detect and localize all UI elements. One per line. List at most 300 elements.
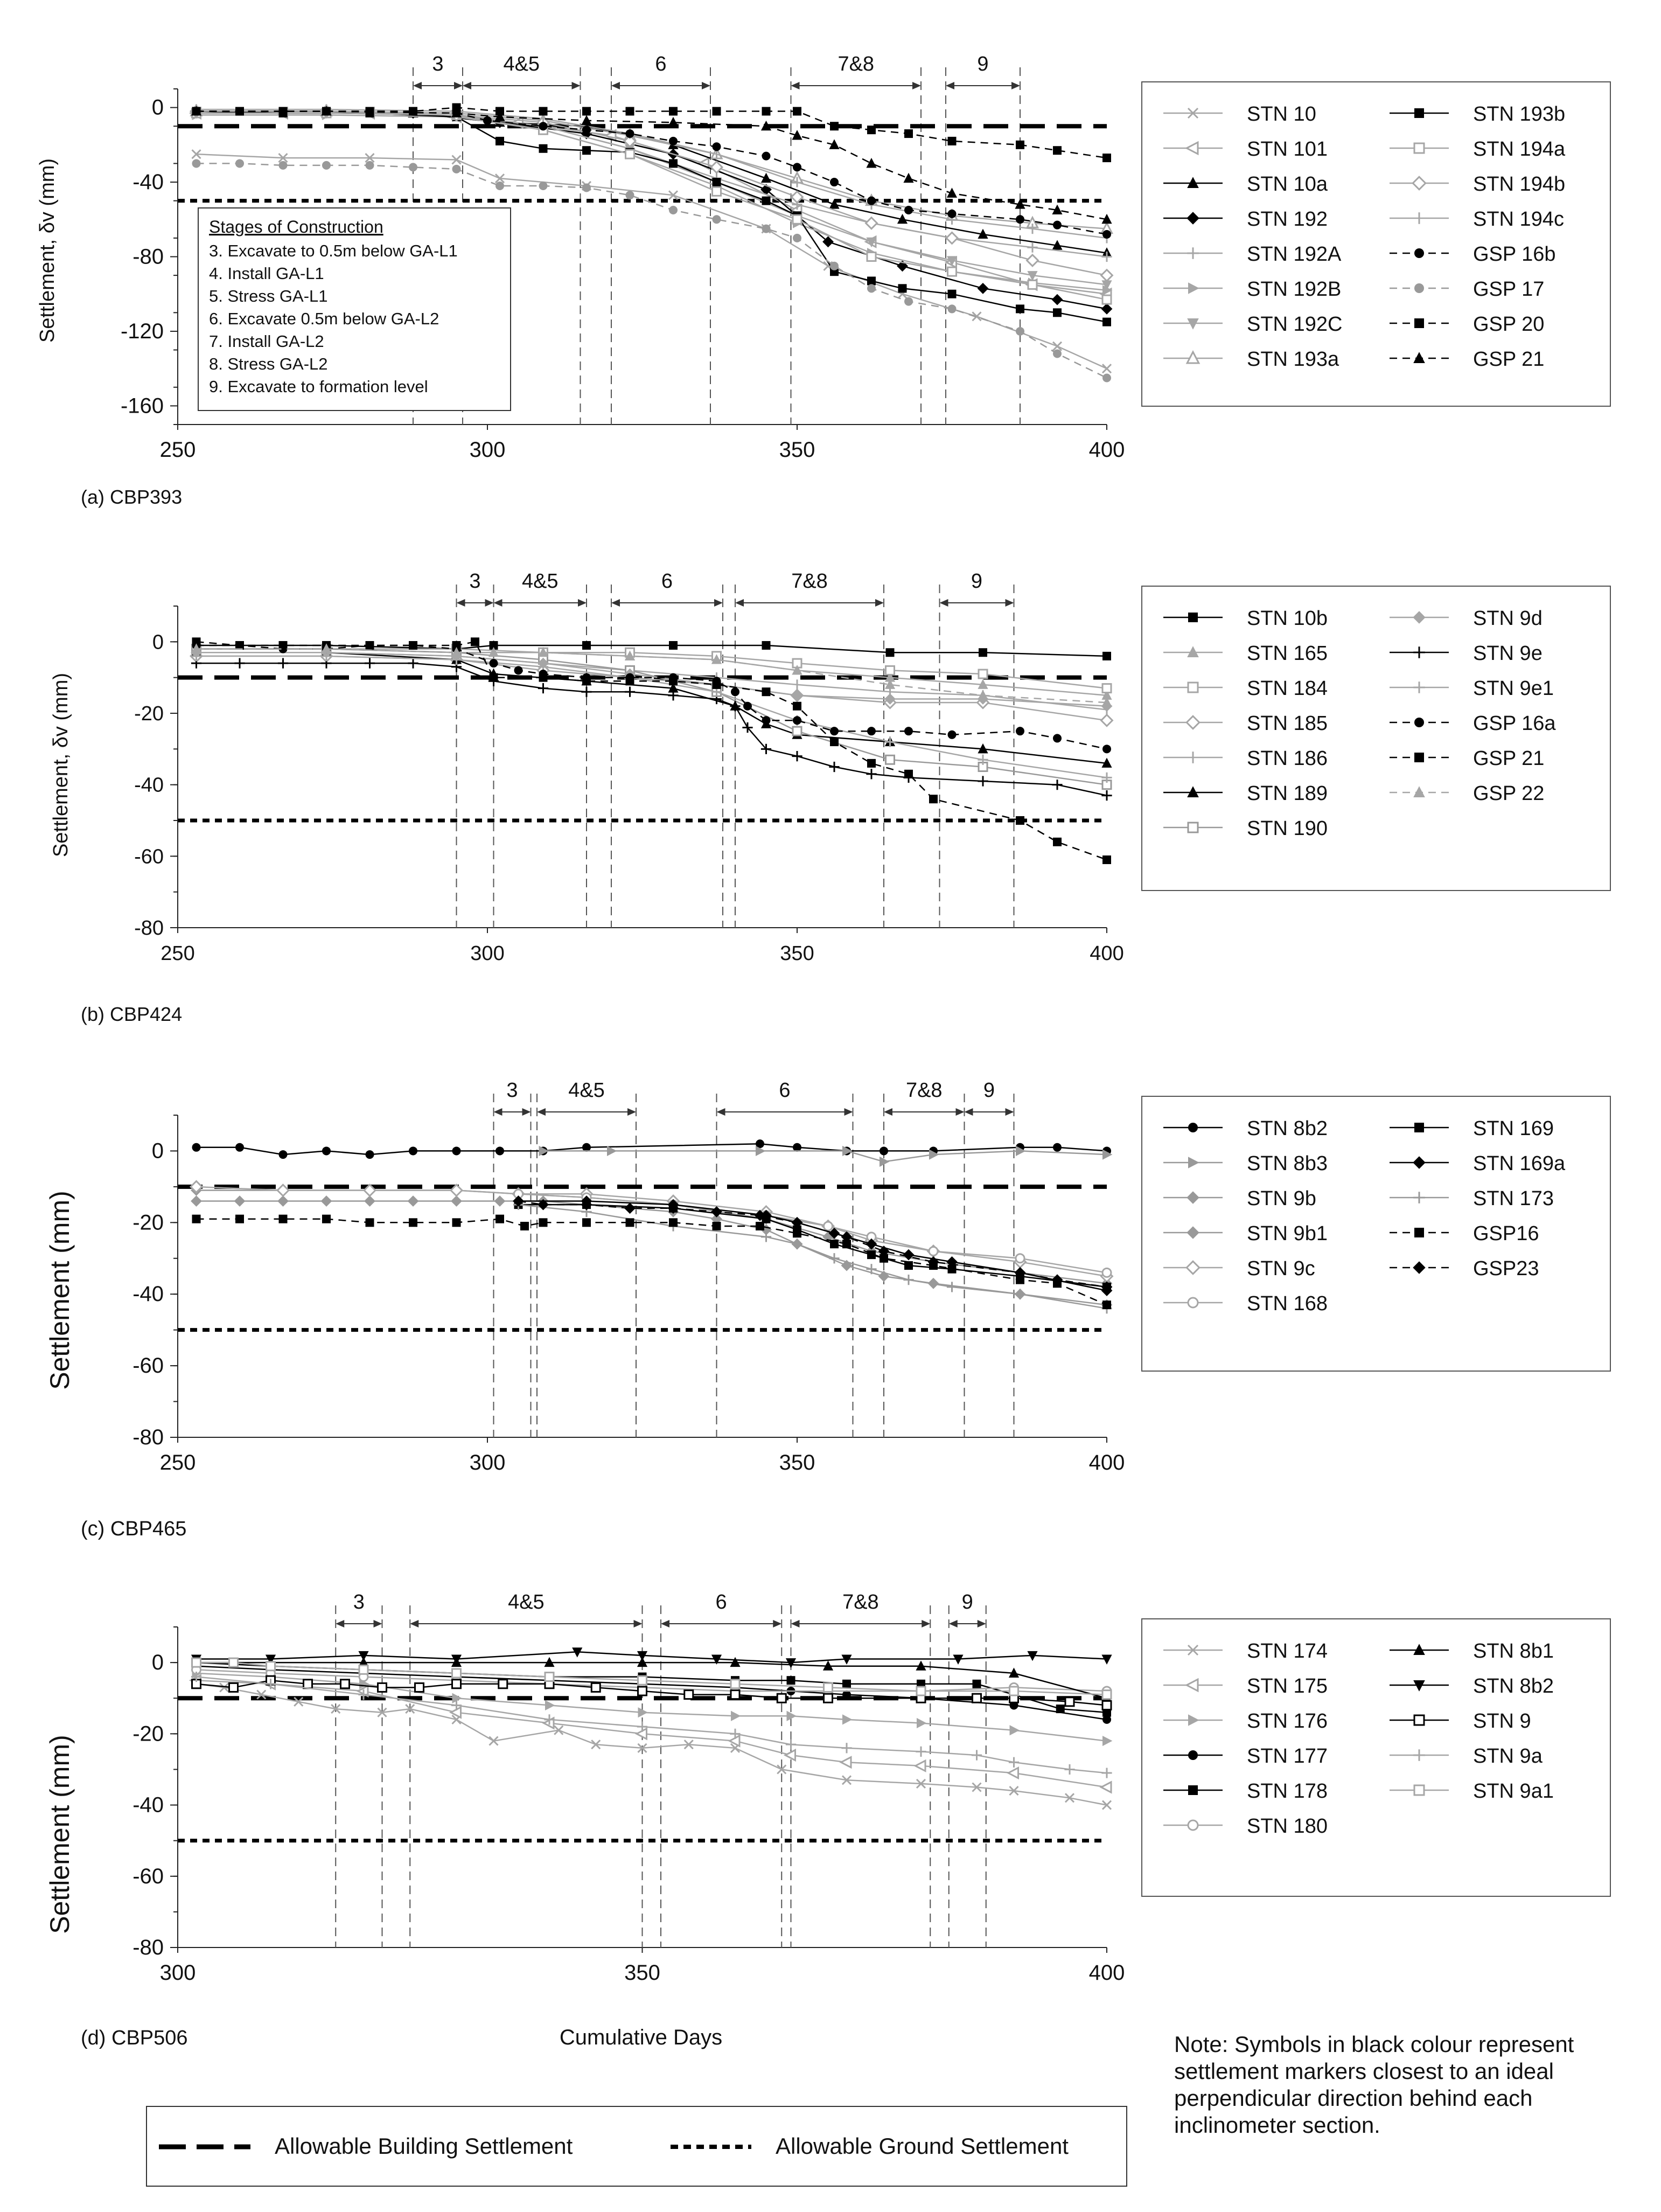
data-point [235, 1143, 244, 1152]
stage-arrowhead [714, 599, 723, 607]
legend-entry: STN 177 [1247, 1745, 1328, 1768]
legend-entry: STN 185 [1247, 712, 1328, 735]
data-point [192, 1215, 201, 1223]
series-line [197, 656, 1107, 720]
legend-marker [1414, 1123, 1424, 1132]
data-point [867, 253, 876, 261]
data-point [1101, 1768, 1112, 1778]
panel-d-xlabel: Cumulative Days [559, 2026, 723, 2049]
data-point [947, 1282, 957, 1292]
legend-entry: STN 10a [1247, 173, 1328, 196]
y-tick-label: -20 [132, 1211, 164, 1235]
panel-b-plot [134, 570, 1124, 965]
legend-entry: STN 9b1 [1247, 1222, 1328, 1245]
data-point [762, 716, 771, 725]
data-point [917, 1718, 926, 1728]
stage-arrowhead [1011, 82, 1020, 89]
series-group [192, 1215, 1112, 1309]
legend-entry: STN 194c [1473, 208, 1564, 231]
data-point [322, 1146, 331, 1155]
data-point [830, 262, 839, 270]
data-point [762, 197, 771, 205]
legend-entry: STN 184 [1247, 677, 1328, 700]
x-tick-label: 250 [159, 438, 196, 462]
stage-label: 3 [469, 570, 481, 593]
data-point [1102, 684, 1111, 693]
data-point [581, 687, 591, 697]
legend-marker [1414, 283, 1424, 293]
series-group [192, 1662, 1112, 1724]
legend-entry: STN 192B [1247, 278, 1342, 301]
stage-label: 9 [983, 1079, 995, 1102]
data-point [824, 1222, 833, 1230]
series-line [197, 642, 1107, 860]
data-point [669, 641, 678, 650]
stage-arrowhead [773, 1620, 781, 1627]
stage-label: 7&8 [905, 1079, 943, 1102]
stage-arrowhead [611, 599, 620, 607]
data-point [1101, 790, 1112, 801]
panel-c-ylabel: Settlement (mm) [45, 1191, 75, 1390]
data-point [793, 163, 801, 171]
legend-entry: STN 165 [1247, 642, 1328, 665]
data-point [1016, 215, 1024, 224]
data-point [538, 683, 548, 693]
data-point [793, 727, 801, 735]
stage-arrowhead [537, 1108, 546, 1116]
data-point [792, 1239, 802, 1249]
legend-marker [1414, 1228, 1424, 1237]
data-point [904, 770, 913, 778]
data-point [234, 1195, 246, 1207]
data-point [1010, 1687, 1018, 1695]
data-point [731, 1691, 739, 1699]
data-point [946, 232, 958, 244]
data-point [229, 1658, 238, 1667]
legend-entry: STN 8b2 [1473, 1675, 1554, 1698]
stage-arrowhead [457, 599, 465, 607]
legend-entry: STN 194a [1473, 138, 1566, 161]
stage-arrowhead [965, 1108, 973, 1116]
data-point [539, 673, 548, 682]
data-point [731, 1680, 739, 1688]
panel-b-label: (b) CBP424 [81, 1003, 183, 1025]
data-point [364, 1195, 375, 1207]
data-point [490, 673, 498, 682]
stage-label: 4&5 [503, 53, 540, 75]
data-point [539, 144, 548, 153]
data-point [490, 659, 498, 667]
stage-label: 4&5 [508, 1591, 545, 1613]
data-point [1101, 270, 1113, 281]
data-point [452, 1669, 461, 1678]
series-line [197, 656, 1107, 778]
data-point [1016, 141, 1024, 149]
data-point [978, 283, 989, 294]
data-point [886, 648, 895, 657]
legend-entry: STN 173 [1473, 1187, 1554, 1210]
series-line [197, 1187, 1107, 1276]
data-point [1028, 280, 1037, 289]
data-point [582, 183, 591, 192]
stage-label: 4&5 [521, 570, 559, 593]
data-point [842, 1714, 852, 1724]
data-point [762, 641, 771, 650]
x-tick-label: 300 [470, 942, 505, 965]
data-point [713, 107, 721, 116]
stage-arrowhead [956, 1108, 965, 1116]
data-point [638, 1687, 647, 1695]
stage-arrowhead [661, 1620, 669, 1627]
data-point [638, 1707, 648, 1717]
data-point [916, 1747, 926, 1757]
stage-arrowhead [494, 599, 503, 607]
data-point [880, 1157, 889, 1167]
stage-arrowhead [791, 82, 800, 89]
data-point [1102, 373, 1111, 382]
data-point [514, 666, 523, 674]
legend-entry: STN 189 [1247, 782, 1328, 805]
data-point [880, 1146, 888, 1155]
data-point [1102, 745, 1111, 753]
data-point [1065, 1698, 1074, 1706]
data-point [494, 1195, 506, 1207]
data-point [841, 1743, 852, 1753]
data-point [378, 1683, 387, 1692]
y-tick-label: 0 [151, 1139, 164, 1163]
stage-item: 4. Install GA-L1 [209, 264, 324, 283]
data-point [495, 1146, 504, 1155]
data-point [787, 1676, 795, 1685]
stage-arrowhead [717, 1108, 725, 1116]
stage-arrowhead [410, 1620, 418, 1627]
data-point [731, 687, 739, 696]
x-tick-label: 300 [159, 1961, 196, 1985]
data-point [520, 1222, 529, 1230]
data-point [929, 1247, 938, 1255]
data-point [948, 137, 957, 145]
panel-d-plot [132, 1591, 1125, 1985]
series-line [197, 652, 1107, 763]
data-point [1102, 1691, 1111, 1699]
data-point [1102, 295, 1111, 304]
legend-marker [1188, 1785, 1198, 1795]
data-point [793, 215, 801, 224]
data-point [1009, 1757, 1019, 1768]
legend-entry: STN 178 [1247, 1780, 1328, 1803]
stage-item: 9. Excavate to formation level [209, 377, 428, 396]
legend-entry: STN 9d [1473, 607, 1543, 630]
data-point [366, 161, 374, 170]
data-point [1102, 652, 1111, 660]
data-point [626, 1218, 634, 1227]
panel-a-ylabel: Settlement, δv (mm) [36, 158, 59, 343]
data-point [948, 731, 957, 739]
stage-label: 7&8 [842, 1591, 879, 1613]
series-line [197, 645, 1107, 656]
series-group [191, 1195, 1112, 1310]
stage-arrowhead [978, 1620, 986, 1627]
data-point [713, 1222, 721, 1230]
data-point [582, 641, 591, 650]
legend-entry: STN 9a [1473, 1745, 1543, 1768]
legend-entry: STN 10 [1247, 103, 1316, 126]
y-tick-label: -40 [134, 774, 164, 797]
legend-entry: STN 193b [1473, 103, 1566, 126]
y-tick-label: -60 [132, 1354, 164, 1378]
data-point [625, 687, 635, 697]
data-point [409, 107, 417, 116]
data-point [711, 1206, 722, 1218]
data-point [972, 1750, 982, 1760]
building-legend-label: Allowable Building Settlement [275, 2133, 573, 2159]
data-point [638, 1676, 647, 1685]
legend-marker [1414, 1715, 1424, 1725]
data-point [278, 658, 288, 669]
stage-arrowhead [735, 599, 744, 607]
data-point [669, 206, 678, 214]
data-point [1101, 715, 1113, 726]
data-point [842, 1680, 851, 1688]
legend-entry: STN 8b2 [1247, 1117, 1328, 1140]
data-point [366, 641, 374, 650]
legend-entry: STN 192C [1247, 313, 1343, 336]
data-point [916, 1761, 925, 1771]
data-point [731, 1711, 741, 1721]
stage-label: 6 [715, 1591, 727, 1613]
x-tick-label: 300 [469, 438, 506, 462]
data-point [948, 290, 957, 298]
data-point [1102, 1701, 1111, 1709]
legend-entry: GSP 17 [1473, 278, 1545, 301]
data-point [229, 1683, 238, 1692]
data-point [539, 1218, 548, 1227]
data-point [1102, 1268, 1111, 1277]
legend-entry: STN 175 [1247, 1675, 1328, 1698]
panel-b-legend-box [1142, 586, 1610, 891]
x-tick-label: 250 [160, 942, 195, 965]
data-point [973, 1680, 981, 1688]
stage-label: 6 [661, 570, 673, 593]
data-point [903, 1275, 913, 1285]
stage-label: 6 [779, 1079, 791, 1102]
data-point [409, 1218, 417, 1227]
panel-c-label: (c) CBP465 [81, 1518, 187, 1540]
data-point [1016, 816, 1024, 825]
data-point [582, 146, 591, 155]
stage-arrowhead [611, 82, 620, 89]
legend-entry: STN 190 [1247, 817, 1328, 840]
data-point [415, 1683, 424, 1692]
data-point [1053, 1143, 1062, 1152]
y-tick-label: 0 [151, 95, 164, 120]
data-point [539, 182, 548, 190]
stage-arrowhead [454, 82, 463, 89]
data-point [279, 1215, 288, 1223]
data-point [979, 648, 987, 657]
legend-entry: GSP 21 [1473, 747, 1545, 770]
stage-arrowhead [413, 82, 422, 89]
legend-entry: STN 169a [1473, 1152, 1566, 1175]
y-tick-label: -80 [132, 1936, 164, 1959]
data-point [1101, 303, 1113, 315]
series-group [192, 645, 1112, 789]
legend-entry: GSP 16a [1473, 712, 1556, 735]
data-point [917, 1687, 925, 1695]
stage-arrowhead [845, 1108, 853, 1116]
data-point [192, 1658, 201, 1667]
data-point [234, 658, 245, 669]
data-point [830, 727, 839, 735]
data-point [669, 677, 678, 685]
data-point [948, 210, 957, 218]
stage-arrowhead [791, 1620, 800, 1627]
data-point [948, 304, 957, 313]
legend-marker [1414, 143, 1424, 153]
x-tick-label: 400 [1088, 438, 1125, 462]
data-point [1053, 734, 1062, 742]
legend-entry: STN 180 [1247, 1815, 1328, 1838]
series-group [192, 1658, 1112, 1699]
legend-entry: STN 193a [1247, 348, 1339, 371]
legend-marker [1188, 683, 1198, 692]
legend-entry: STN 192A [1247, 243, 1342, 266]
data-point [886, 666, 895, 674]
legend-marker [1188, 1298, 1198, 1307]
data-point [841, 1757, 851, 1768]
stage-item: 7. Install GA-L2 [209, 332, 324, 351]
data-point [786, 1658, 796, 1668]
y-tick-label: -80 [134, 917, 164, 940]
data-point [626, 677, 634, 685]
data-point [1064, 1764, 1074, 1775]
data-point [192, 159, 201, 168]
data-point [1016, 1254, 1024, 1263]
data-point [322, 161, 331, 170]
data-point [626, 129, 634, 138]
legend-entry: GSP 16b [1473, 243, 1556, 266]
data-point [866, 158, 876, 168]
x-tick-label: 350 [624, 1961, 660, 1985]
legend-marker [1414, 108, 1424, 118]
data-point [1102, 154, 1111, 162]
y-tick-label: -60 [132, 1864, 164, 1888]
legend-entry: STN 168 [1247, 1292, 1328, 1315]
data-point [451, 1195, 462, 1207]
data-point [792, 751, 802, 761]
data-point [867, 759, 876, 768]
legend-entry: STN 8b1 [1473, 1640, 1554, 1663]
data-point [743, 702, 752, 711]
data-point [1027, 255, 1038, 266]
data-point [830, 738, 839, 746]
stage-label: 3 [432, 53, 444, 75]
stage-arrowhead [578, 599, 587, 607]
y-tick-label: -160 [120, 394, 164, 418]
data-point [539, 122, 548, 130]
stage-arrowhead [463, 82, 471, 89]
legend-entry: STN 8b3 [1247, 1152, 1328, 1175]
data-point [713, 142, 721, 151]
data-point [321, 1195, 332, 1207]
y-tick-label: 0 [152, 631, 164, 654]
y-tick-label: 0 [151, 1651, 164, 1675]
data-point [409, 163, 417, 171]
data-point [762, 225, 771, 233]
data-point [1010, 1725, 1020, 1735]
y-tick-label: -80 [132, 245, 164, 269]
data-point [898, 284, 907, 293]
data-point [904, 206, 913, 214]
data-point [973, 1694, 981, 1702]
legend-entry: STN 174 [1247, 1640, 1328, 1663]
data-point [904, 1261, 913, 1270]
data-point [626, 191, 634, 199]
stage-label: 6 [655, 53, 667, 75]
data-point [192, 1143, 201, 1152]
stage-label: 9 [971, 570, 983, 593]
stage-label: 7&8 [838, 53, 875, 75]
data-point [545, 1673, 554, 1681]
data-point [1101, 1782, 1111, 1792]
data-point [582, 677, 591, 685]
legend-entry: GSP23 [1473, 1257, 1539, 1280]
x-tick-label: 400 [1088, 1961, 1125, 1985]
data-point [948, 267, 957, 276]
series-line [197, 1219, 1107, 1305]
legend-entry: STN 9e [1473, 642, 1543, 665]
data-point [409, 1146, 417, 1155]
legend-entry: STN 176 [1247, 1710, 1328, 1733]
data-point [904, 297, 913, 306]
data-point [793, 702, 801, 711]
y-tick-label: -40 [132, 1282, 164, 1306]
data-point [409, 641, 417, 650]
stage-label: 4&5 [568, 1079, 605, 1102]
data-point [366, 1218, 374, 1227]
stage-arrowhead [374, 1620, 382, 1627]
data-point [1056, 1705, 1065, 1713]
data-point [277, 1195, 289, 1207]
stage-arrowhead [485, 599, 494, 607]
series-group [192, 103, 1112, 162]
stage-arrowhead [1006, 599, 1014, 607]
stage-arrowhead [946, 82, 954, 89]
series-group [191, 647, 1112, 768]
data-point [582, 1218, 591, 1227]
data-point [756, 1222, 764, 1230]
stage-arrowhead [336, 1620, 344, 1627]
stage-label: 3 [353, 1591, 365, 1613]
data-point [408, 658, 418, 669]
data-point [904, 129, 913, 138]
data-point [793, 107, 801, 116]
data-point [1053, 308, 1062, 317]
data-point [824, 1683, 833, 1692]
data-point [867, 727, 876, 735]
data-point [1016, 327, 1024, 336]
data-point [471, 637, 479, 646]
legend-entry: STN 186 [1247, 747, 1328, 770]
data-point [452, 1680, 461, 1688]
x-tick-label: 350 [779, 1451, 815, 1474]
data-point [495, 1215, 504, 1223]
data-point [1101, 1655, 1112, 1665]
legend-marker [1188, 1750, 1198, 1760]
x-tick-label: 350 [779, 438, 815, 462]
data-point [267, 1662, 275, 1671]
legend-entry: STN 9b [1247, 1187, 1316, 1210]
